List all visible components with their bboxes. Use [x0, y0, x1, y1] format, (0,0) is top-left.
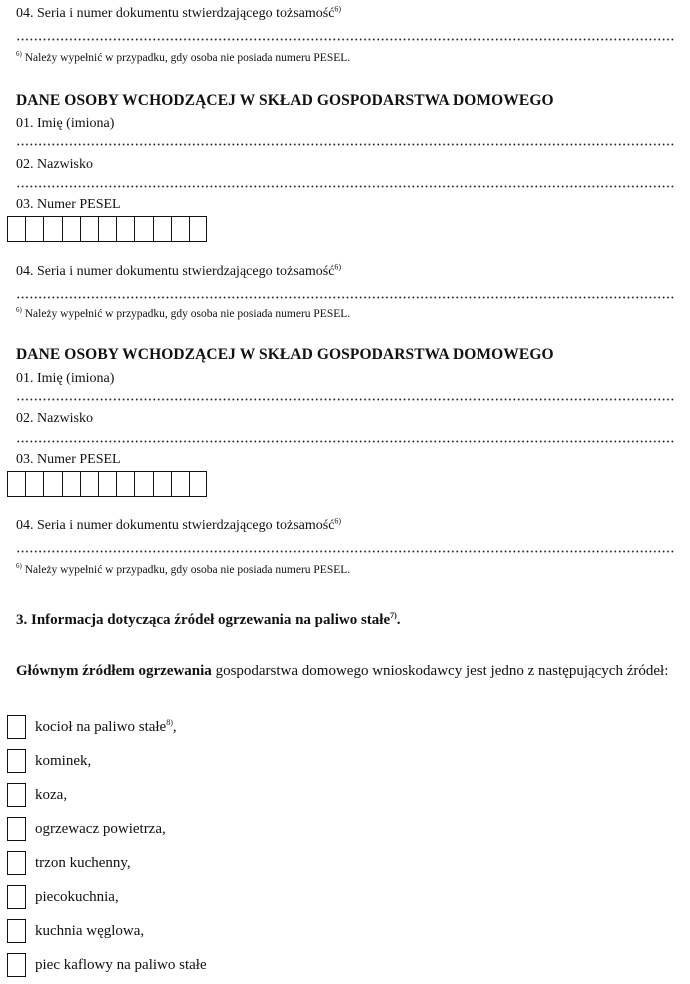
- pesel-digit-box[interactable]: [153, 216, 171, 242]
- footnote-text: Należy wypełnić w przypadku, gdy osoba nie posiada numeru PESEL.: [24, 308, 351, 320]
- option-checkbox[interactable]: [7, 715, 26, 739]
- pesel-digit-box[interactable]: [116, 471, 134, 497]
- pesel-digit-box[interactable]: [25, 216, 43, 242]
- option-checkbox[interactable]: [7, 783, 26, 807]
- heating-option[interactable]: [7, 885, 119, 909]
- heating-source-intro-bold: Głównym źródłem ogrzewania: [16, 663, 212, 679]
- heating-option[interactable]: [7, 783, 67, 807]
- pesel-digit-box[interactable]: [153, 471, 171, 497]
- surname-label: 02. Nazwisko: [16, 411, 93, 426]
- id-document-field[interactable]: [16, 550, 674, 553]
- id-document-label-text: 04. Seria i numer dokumentu stwierdzającego tożsamość: [16, 6, 335, 21]
- option-checkbox[interactable]: [7, 919, 26, 943]
- footnote-ref: 7): [390, 611, 397, 620]
- pesel-digit-box[interactable]: [7, 216, 25, 242]
- pesel-digit-box[interactable]: [134, 216, 152, 242]
- household-member-heading: DANE OSOBY WCHODZĄCEJ W SKŁAD GOSPODARSTWA DOMOWEGO: [16, 346, 554, 363]
- household-member-heading: DANE OSOBY WCHODZĄCEJ W SKŁAD GOSPODARSTWA DOMOWEGO: [16, 92, 554, 109]
- heating-option[interactable]: [7, 817, 166, 841]
- first-name-label: 01. Imię (imiona): [16, 116, 115, 131]
- id-document-field[interactable]: [16, 296, 674, 299]
- option-label: piecokuchnia,: [35, 888, 119, 905]
- footnote-text: Należy wypełnić w przypadku, gdy osoba nie posiada numeru PESEL.: [24, 52, 351, 64]
- id-document-field[interactable]: [16, 38, 674, 41]
- pesel-label: 03. Numer PESEL: [16, 452, 121, 467]
- pesel-digit-box[interactable]: [43, 216, 61, 242]
- id-document-label: [16, 6, 341, 22]
- option-checkbox[interactable]: [7, 851, 26, 875]
- surname-field[interactable]: [16, 440, 674, 443]
- footnote-marker: 6): [16, 562, 22, 571]
- heating-source-intro: [16, 661, 684, 682]
- pesel-digit-box[interactable]: [98, 216, 116, 242]
- footnote: [16, 564, 350, 577]
- pesel-digit-box[interactable]: [189, 216, 207, 242]
- footnote: [16, 52, 350, 65]
- first-name-field[interactable]: [16, 398, 674, 401]
- first-name-label: 01. Imię (imiona): [16, 371, 115, 386]
- option-label: ogrzewacz powietrza,: [35, 820, 166, 837]
- heating-option[interactable]: [7, 919, 144, 943]
- footnote-marker: 6): [16, 50, 22, 59]
- option-label-text: kocioł na paliwo stałe: [35, 718, 167, 735]
- pesel-digit-box[interactable]: [98, 471, 116, 497]
- pesel-digit-box[interactable]: [80, 471, 98, 497]
- pesel-digit-box[interactable]: [171, 216, 189, 242]
- section-3-title-end: .: [396, 612, 401, 628]
- pesel-boxes[interactable]: [7, 216, 207, 242]
- heating-source-intro-text: gospodarstwa domowego wnioskodawcy jest jedno z następujących źródeł:: [211, 663, 669, 679]
- option-checkbox[interactable]: [7, 885, 26, 909]
- pesel-boxes[interactable]: [7, 471, 207, 497]
- id-document-label-text: 04. Seria i numer dokumentu stwierdzającego tożsamość: [16, 518, 335, 533]
- footnote-ref: 6): [334, 4, 342, 14]
- pesel-digit-box[interactable]: [25, 471, 43, 497]
- pesel-label: 03. Numer PESEL: [16, 197, 121, 212]
- pesel-digit-box[interactable]: [7, 471, 25, 497]
- footnote-marker: 6): [16, 306, 22, 315]
- pesel-digit-box[interactable]: [171, 471, 189, 497]
- option-label: trzon kuchenny,: [35, 854, 131, 871]
- heating-option[interactable]: [7, 715, 177, 739]
- option-label: kuchnia węglowa,: [35, 922, 145, 939]
- footnote-ref: 6): [334, 516, 342, 526]
- pesel-digit-box[interactable]: [134, 471, 152, 497]
- footnote: [16, 308, 350, 321]
- heating-option[interactable]: [7, 851, 131, 875]
- footnote-text: Należy wypełnić w przypadku, gdy osoba nie posiada numeru PESEL.: [24, 564, 351, 576]
- pesel-digit-box[interactable]: [116, 216, 134, 242]
- option-label: piec kaflowy na paliwo stałe: [35, 956, 207, 973]
- option-label: koza,: [35, 786, 68, 803]
- first-name-field[interactable]: [16, 143, 674, 146]
- footnote-ref: 8): [166, 717, 173, 727]
- pesel-digit-box[interactable]: [189, 471, 207, 497]
- pesel-digit-box[interactable]: [43, 471, 61, 497]
- footnote-ref: 6): [334, 262, 342, 272]
- surname-label: 02. Nazwisko: [16, 157, 93, 172]
- option-checkbox[interactable]: [7, 817, 26, 841]
- section-3-title-text: 3. Informacja dotycząca źródeł ogrzewania na paliwo stałe: [16, 612, 391, 628]
- id-document-label: [16, 264, 341, 280]
- section-3-title: [16, 612, 401, 629]
- pesel-digit-box[interactable]: [62, 216, 80, 242]
- option-label: [35, 719, 177, 736]
- id-document-label-text: 04. Seria i numer dokumentu stwierdzającego tożsamość: [16, 264, 335, 279]
- option-label: kominek,: [35, 752, 92, 769]
- id-document-label: [16, 518, 341, 534]
- option-checkbox[interactable]: [7, 749, 26, 773]
- option-checkbox[interactable]: [7, 953, 26, 977]
- heating-option[interactable]: [7, 953, 207, 977]
- heating-option[interactable]: [7, 749, 91, 773]
- surname-field[interactable]: [16, 185, 674, 188]
- option-label-suffix: ,: [172, 718, 177, 735]
- pesel-digit-box[interactable]: [62, 471, 80, 497]
- pesel-digit-box[interactable]: [80, 216, 98, 242]
